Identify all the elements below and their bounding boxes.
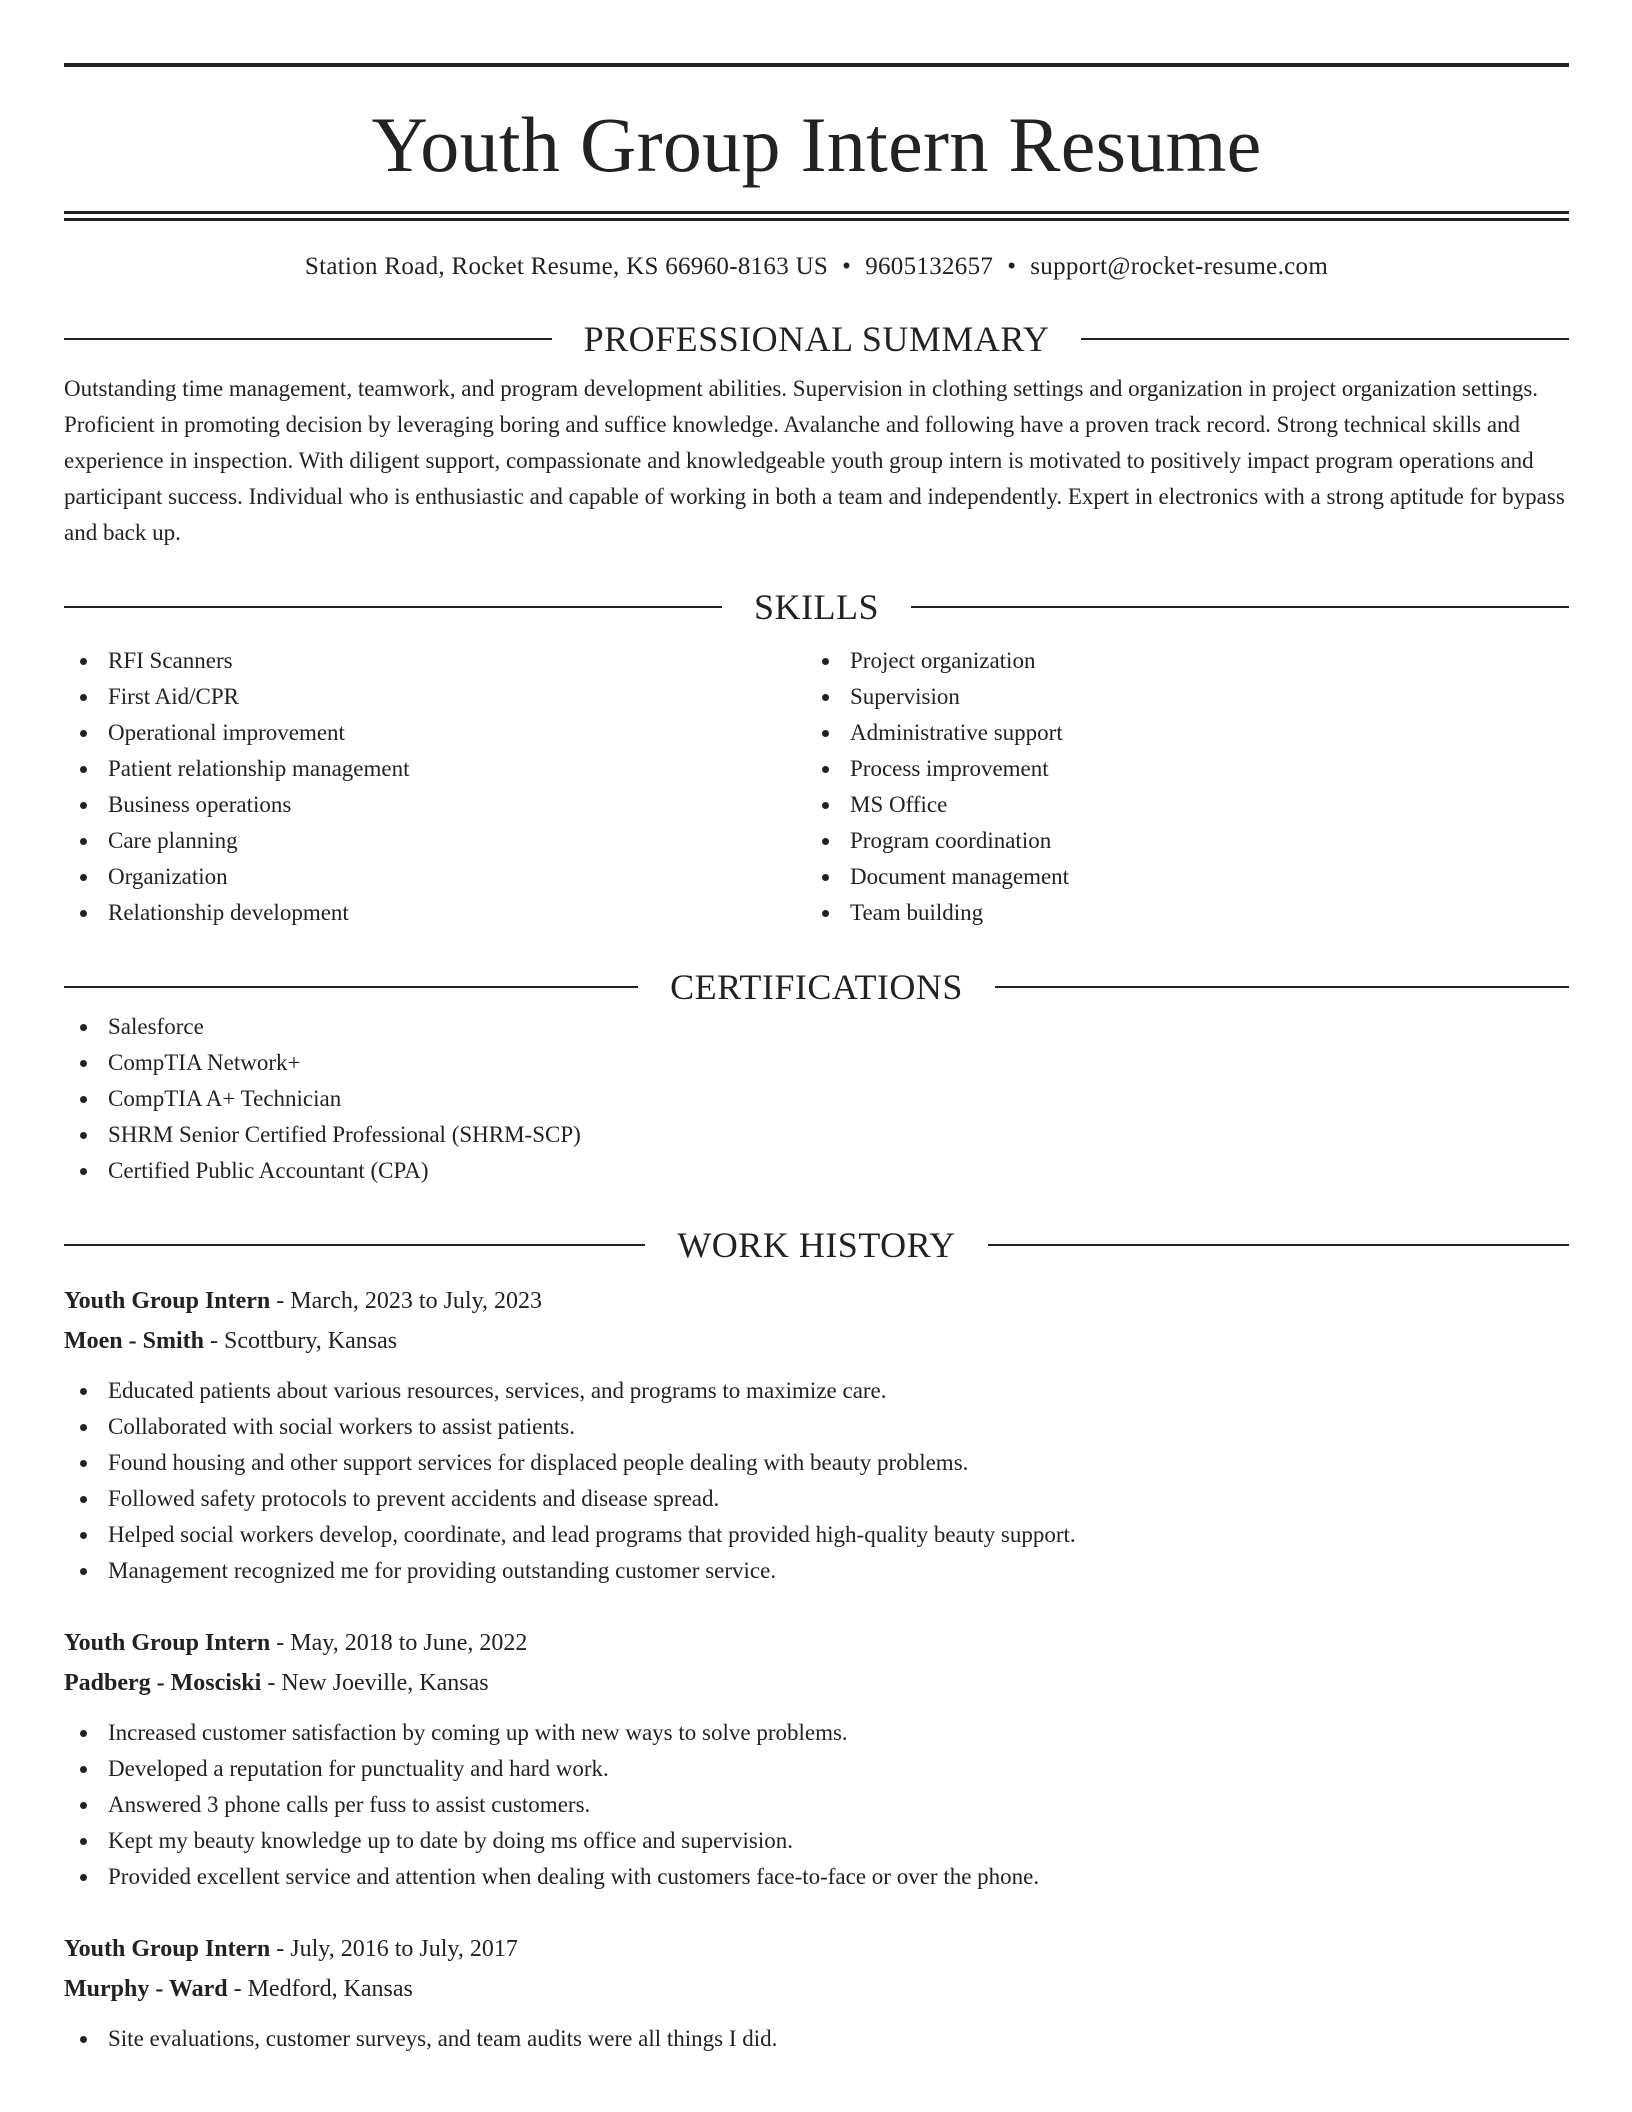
job-location: - Scottbury, Kansas (204, 1328, 398, 1354)
heading-rule (988, 1244, 1569, 1246)
skill-item: Patient relationship management (64, 751, 806, 787)
skill-item: Project organization (806, 643, 1548, 679)
skill-item: MS Office (806, 787, 1548, 823)
job-title-line (64, 1281, 1569, 1321)
job-location: - New Joeville, Kansas (261, 1670, 489, 1696)
job-duty-item: Answered 3 phone calls per fuss to assist customers. (64, 1787, 1569, 1823)
certification-item: SHRM Senior Certified Professional (SHRM-SCP) (64, 1117, 1569, 1153)
contact-line (64, 251, 1569, 283)
heading-rule (64, 986, 638, 988)
contact-address: Station Road, Rocket Resume, KS 66960-8163 US (304, 253, 829, 280)
job-title-line (64, 1623, 1569, 1663)
skills-list-left (64, 643, 806, 931)
job-company: Moen - Smith (64, 1328, 204, 1354)
job-duty-item: Developed a reputation for punctuality and hard work. (64, 1751, 1569, 1787)
job-company-line (64, 1663, 1569, 1703)
skill-item: Care planning (64, 823, 806, 859)
skill-item: Supervision (806, 679, 1548, 715)
title-double-rule (64, 211, 1569, 221)
job-duty-item: Found housing and other support services for displaced people dealing with beauty problems. (64, 1445, 1569, 1481)
job-title-line (64, 1929, 1569, 1969)
job-duty-item: Increased customer satisfaction by coming up with new ways to solve problems. (64, 1715, 1569, 1751)
summary-section-heading (64, 317, 1569, 361)
skill-item: Document management (806, 859, 1548, 895)
skills-section-heading (64, 585, 1569, 629)
heading-rule (64, 338, 552, 340)
job-duty-item: Management recognized me for providing outstanding customer service. (64, 1553, 1569, 1589)
section-title: SKILLS (754, 587, 880, 627)
job-title: Youth Group Intern (64, 1936, 271, 1962)
certification-item: Certified Public Accountant (CPA) (64, 1153, 1569, 1189)
job-duty-item: Site evaluations, customer surveys, and team audits were all things I did. (64, 2021, 1569, 2057)
job-location: - Medford, Kansas (227, 1976, 413, 2002)
job-company-line (64, 1969, 1569, 2009)
job-title: Youth Group Intern (64, 1630, 271, 1656)
job-duty-item: Collaborated with social workers to assist patients. (64, 1409, 1569, 1445)
top-rule (64, 63, 1569, 67)
certifications-section-heading (64, 965, 1569, 1009)
job-entry (64, 1929, 1569, 2057)
job-duties-list (64, 1715, 1569, 1895)
resume-title: Youth Group Intern Resume (371, 101, 1262, 188)
heading-rule (911, 606, 1569, 608)
contact-separator: • (842, 253, 852, 280)
job-duty-item: Followed safety protocols to prevent accidents and disease spread. (64, 1481, 1569, 1517)
contact-email: support@rocket-resume.com (1030, 253, 1329, 280)
certification-item: CompTIA A+ Technician (64, 1081, 1569, 1117)
heading-rule (64, 1244, 645, 1246)
job-company-line (64, 1321, 1569, 1361)
job-duties-list (64, 1373, 1569, 1589)
section-title: CERTIFICATIONS (670, 967, 963, 1007)
summary-text: Outstanding time management, teamwork, and program development abilities. Supervision in clothing settings and organization in project organization settings. Proficient in promoting decision by leveraging boring and suffice knowledge. Avalanche and following have a proven track record. Strong technical skills and experience in inspection. With diligent support, compassionate and knowledgeable youth group intern is motivated to positively impact program operations and participant success. Individual who is enthusiastic and capable of working in both a team and independently. Expert in electronics with a strong aptitude for bypass and back up. (64, 376, 1565, 545)
skill-item: Process improvement (806, 751, 1548, 787)
certification-item: Salesforce (64, 1009, 1569, 1045)
job-entry (64, 1623, 1569, 1895)
certification-item: CompTIA Network+ (64, 1045, 1569, 1081)
certifications-list (64, 1009, 1569, 1189)
skill-item: RFI Scanners (64, 643, 806, 679)
job-dates: - July, 2016 to July, 2017 (270, 1936, 518, 1962)
skill-item: Business operations (64, 787, 806, 823)
job-title: Youth Group Intern (64, 1288, 271, 1314)
job-duties-list (64, 2021, 1569, 2057)
skill-item: Administrative support (806, 715, 1548, 751)
job-entry (64, 1281, 1569, 1589)
job-duty-item: Kept my beauty knowledge up to date by doing ms office and supervision. (64, 1823, 1569, 1859)
contact-separator: • (1007, 253, 1017, 280)
job-duty-item: Provided excellent service and attention when dealing with customers face-to-face or over the phone. (64, 1859, 1569, 1895)
skill-item: First Aid/CPR (64, 679, 806, 715)
section-title: WORK HISTORY (677, 1225, 956, 1265)
job-company: Padberg - Mosciski (64, 1670, 262, 1696)
job-duty-item: Educated patients about various resources, services, and programs to maximize care. (64, 1373, 1569, 1409)
heading-rule (1081, 338, 1569, 340)
heading-rule (995, 986, 1569, 988)
resume-page (64, 0, 1569, 2057)
skill-item: Relationship development (64, 895, 806, 931)
contact-phone: 9605132657 (865, 253, 994, 280)
section-title: PROFESSIONAL SUMMARY (583, 319, 1050, 359)
job-company: Murphy - Ward (64, 1976, 228, 2002)
job-dates: - March, 2023 to July, 2023 (270, 1288, 543, 1314)
skill-item: Organization (64, 859, 806, 895)
skill-item: Team building (806, 895, 1548, 931)
skill-item: Program coordination (806, 823, 1548, 859)
job-dates: - May, 2018 to June, 2022 (270, 1630, 528, 1656)
skill-item: Operational improvement (64, 715, 806, 751)
skills-list-right (806, 643, 1548, 931)
job-duty-item: Helped social workers develop, coordinate, and lead programs that provided high-quality beauty support. (64, 1517, 1569, 1553)
work-history-section-heading (64, 1223, 1569, 1267)
heading-rule (64, 606, 722, 608)
skills-grid (64, 643, 1569, 931)
